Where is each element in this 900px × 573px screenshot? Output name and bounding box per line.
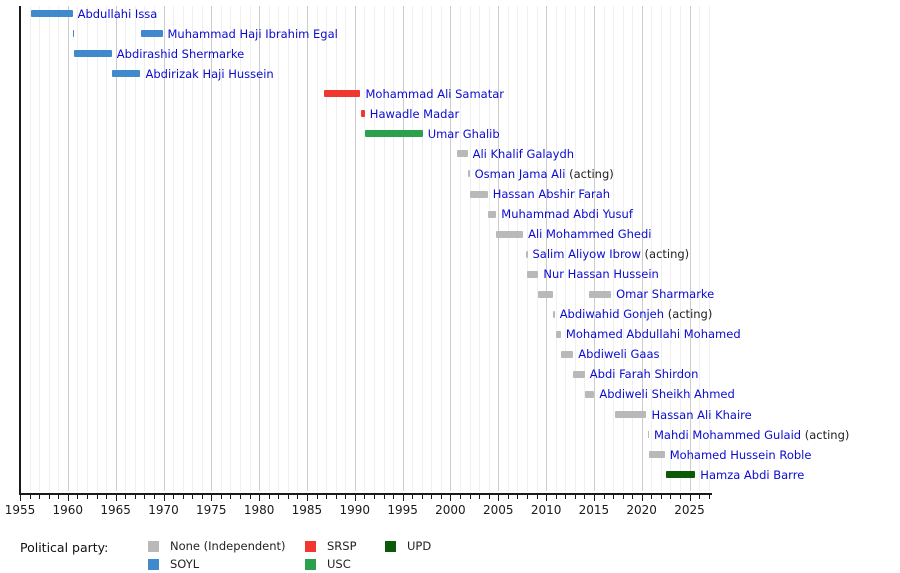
legend-label: USC [327, 557, 351, 571]
x-tick-label: 2015 [578, 503, 610, 517]
minor-tick [288, 495, 289, 499]
minor-tick [670, 495, 671, 499]
gridline [393, 6, 394, 491]
minor-tick [183, 495, 184, 499]
gridline [106, 6, 107, 491]
legend-swatch-none [148, 541, 159, 552]
pm-name-link[interactable]: Muhammad Abdi Yusuf [501, 207, 633, 221]
x-axis-line [19, 493, 712, 495]
pm-name-link[interactable]: Mohamed Hussein Roble [669, 447, 812, 462]
gridline [517, 6, 518, 491]
minor-tick [240, 495, 241, 499]
row-label [428, 127, 500, 141]
gridline [508, 6, 509, 491]
term-bar [527, 271, 539, 278]
pm-name-link[interactable]: Abdiweli Sheikh Ahmed [599, 387, 735, 402]
gridline [125, 6, 126, 491]
major-tick [546, 495, 547, 501]
pm-name-link[interactable]: Muhammad Haji Ibrahim Egal [167, 26, 338, 41]
gridline [288, 6, 289, 491]
term-bar [526, 251, 528, 258]
term-bar [31, 10, 73, 17]
x-tick-label: 2025 [674, 503, 705, 517]
minor-tick [30, 495, 31, 499]
major-tick [690, 495, 691, 501]
minor-tick [77, 495, 78, 499]
minor-tick [202, 495, 203, 499]
pm-name-link[interactable]: Abdullahi Issa [77, 6, 158, 21]
gridline [431, 6, 432, 491]
row-label [654, 428, 849, 442]
term-bar [556, 331, 561, 338]
major-tick [498, 495, 499, 501]
row-label [493, 187, 610, 201]
minor-tick [173, 495, 174, 499]
pm-name-link[interactable]: Abdi Farah Shirdon [589, 367, 699, 382]
major-tick [403, 495, 404, 501]
minor-tick [374, 495, 375, 499]
term-bar [538, 291, 552, 298]
minor-tick [489, 495, 490, 499]
minor-tick [326, 495, 327, 499]
pm-name-link[interactable]: Abdirashid Shermarke [116, 46, 245, 61]
minor-tick [135, 495, 136, 499]
term-bar [73, 30, 75, 37]
row-label [560, 307, 713, 321]
row-label [599, 387, 734, 401]
legend-label: SOYL [170, 557, 200, 571]
major-tick [355, 495, 356, 501]
major-tick [211, 495, 212, 501]
pm-name-link[interactable]: Hawadle Madar [369, 106, 460, 121]
minor-tick [49, 495, 50, 499]
x-tick-label: 1975 [196, 503, 227, 517]
gridline [326, 6, 327, 491]
major-tick [594, 495, 595, 501]
pm-name-link[interactable]: Omar Sharmarke [616, 287, 715, 302]
minor-tick [709, 495, 710, 499]
term-bar [649, 451, 664, 458]
pm-name-link[interactable]: Nur Hassan Hussein [543, 267, 659, 282]
gridline [87, 6, 88, 491]
row-label [543, 267, 658, 281]
major-tick [450, 495, 451, 501]
gridline [68, 6, 69, 491]
gridline [479, 6, 480, 491]
y-axis-line [19, 6, 21, 494]
acting-suffix: (acting) [801, 427, 850, 442]
gridline [49, 6, 50, 491]
minor-tick [537, 495, 538, 499]
minor-tick [604, 495, 605, 499]
minor-tick [575, 495, 576, 499]
term-bar [470, 191, 488, 198]
term-bar [112, 70, 141, 77]
minor-tick [508, 495, 509, 499]
term-bar [553, 311, 555, 318]
row-label [146, 67, 274, 81]
term-bar [365, 130, 423, 137]
minor-tick [39, 495, 40, 499]
minor-tick [144, 495, 145, 499]
row-label [475, 167, 614, 181]
gridline [135, 6, 136, 491]
minor-tick [441, 495, 442, 499]
minor-tick [651, 495, 652, 499]
gridline [307, 6, 308, 491]
minor-tick [431, 495, 432, 499]
gridline [412, 6, 413, 491]
term-bar [648, 431, 650, 438]
x-tick-label: 1980 [243, 503, 275, 517]
minor-tick [556, 495, 557, 499]
term-bar [141, 30, 163, 37]
major-tick [259, 495, 260, 501]
minor-tick [479, 495, 480, 499]
minor-tick [699, 495, 700, 499]
gridline [317, 6, 318, 491]
term-bar [457, 150, 468, 157]
term-bar [361, 110, 365, 117]
term-bar [496, 231, 523, 238]
legend-swatch-usc [305, 559, 316, 570]
row-label [578, 347, 659, 361]
legend-swatch-soyl [148, 559, 159, 570]
gridline [403, 6, 404, 491]
gridline [336, 6, 337, 491]
minor-tick [297, 495, 298, 499]
minor-tick [661, 495, 662, 499]
minor-tick [317, 495, 318, 499]
minor-tick [278, 495, 279, 499]
minor-tick [412, 495, 413, 499]
pm-name-link[interactable]: Hassan Abshir Farah [492, 187, 611, 201]
major-tick [164, 495, 165, 501]
pm-name-link[interactable]: Abdirizak Haji Hussein [145, 66, 274, 81]
gridline [297, 6, 298, 491]
pm-name-link[interactable]: Mohammad Ali Samatar [365, 86, 504, 101]
gridline [460, 6, 461, 491]
pm-name-link[interactable]: Umar Ghalib [427, 126, 500, 141]
gridline [278, 6, 279, 491]
gridline [450, 6, 451, 491]
minor-tick [97, 495, 98, 499]
major-tick [68, 495, 69, 501]
gridline [489, 6, 490, 491]
minor-tick [106, 495, 107, 499]
term-bar [573, 371, 585, 378]
term-bar [561, 351, 573, 358]
row-label [616, 287, 714, 301]
minor-tick [584, 495, 585, 499]
x-tick-label: 1965 [100, 503, 131, 517]
minor-tick [470, 495, 471, 499]
pm-name-link[interactable]: Ali Mohammed Ghedi [528, 227, 652, 242]
gridline [441, 6, 442, 491]
legend-title: Political party: [20, 540, 109, 555]
minor-tick [87, 495, 88, 499]
x-tick-label: 2010 [530, 503, 562, 517]
pm-name-link[interactable]: Ali Khalif Galaydh [472, 146, 575, 161]
minor-tick [230, 495, 231, 499]
minor-tick [125, 495, 126, 499]
pm-name-link[interactable]: Mahdi Mohammed Gulaid [654, 427, 802, 442]
row-label [117, 47, 244, 61]
legend-swatch-srsp [305, 541, 316, 552]
gridline [77, 6, 78, 491]
x-tick-label: 1990 [339, 503, 371, 517]
gridline [97, 6, 98, 491]
x-tick-label: 1970 [148, 503, 179, 517]
pm-name-link[interactable]: Abdiwahid Gonjeh [559, 307, 665, 322]
minor-tick [221, 495, 222, 499]
gridline [116, 6, 117, 491]
pm-name-link[interactable]: Mohamed Abdullahi Mohamed [565, 327, 741, 342]
x-tick-label: 1985 [291, 503, 323, 517]
row-label [652, 408, 752, 422]
major-tick [307, 495, 308, 501]
term-bar [74, 50, 112, 57]
acting-suffix: (acting) [565, 166, 614, 181]
gridline [345, 6, 346, 491]
pm-name-link[interactable]: Osman Jama Ali [474, 166, 566, 181]
pm-name-link[interactable]: Hamza Abdi Barre [700, 467, 805, 482]
minor-tick [336, 495, 337, 499]
gridline [422, 6, 423, 491]
x-tick-label: 2005 [483, 503, 514, 517]
row-label [533, 247, 690, 261]
minor-tick [364, 495, 365, 499]
x-tick-label: 1955 [4, 503, 36, 517]
minor-tick [422, 495, 423, 499]
x-tick-label: 1995 [387, 503, 418, 517]
minor-tick [517, 495, 518, 499]
row-label [168, 27, 338, 41]
minor-tick [680, 495, 681, 499]
gridline [384, 6, 385, 491]
row-label [78, 7, 158, 21]
acting-suffix: (acting) [664, 307, 713, 322]
gridline [364, 6, 365, 491]
minor-tick [565, 495, 566, 499]
row-label [501, 207, 633, 221]
minor-tick [58, 495, 59, 499]
row-label [370, 107, 459, 121]
term-bar [585, 391, 595, 398]
minor-tick [460, 495, 461, 499]
x-tick-label: 1960 [52, 503, 84, 517]
gridline [470, 6, 471, 491]
term-bar [324, 90, 360, 97]
acting-suffix: (acting) [640, 247, 690, 262]
minor-tick [393, 495, 394, 499]
gridline [374, 6, 375, 491]
term-bar [666, 471, 696, 478]
pm-name-link[interactable]: Hassan Ali Khaire [651, 407, 752, 422]
minor-tick [613, 495, 614, 499]
minor-tick [623, 495, 624, 499]
x-tick-label: 2000 [435, 503, 466, 517]
x-tick-label: 2020 [626, 503, 657, 517]
major-tick [20, 495, 21, 501]
minor-tick [250, 495, 251, 499]
minor-tick [632, 495, 633, 499]
minor-tick [269, 495, 270, 499]
legend-label: SRSP [327, 539, 357, 553]
gridline [355, 6, 356, 491]
minor-tick [384, 495, 385, 499]
row-label [700, 468, 804, 482]
row-label [528, 227, 651, 241]
legend-label: None (Independent) [170, 539, 286, 553]
legend-swatch-upd [385, 541, 396, 552]
term-bar [589, 291, 611, 298]
major-tick [116, 495, 117, 501]
row-label [670, 448, 812, 462]
pm-name-link[interactable]: Salim Aliyow Ibrow [532, 247, 641, 262]
minor-tick [192, 495, 193, 499]
legend-label: UPD [407, 539, 432, 553]
gridline [498, 6, 499, 491]
term-bar [488, 211, 496, 218]
minor-tick [527, 495, 528, 499]
row-label [566, 327, 741, 341]
minor-tick [345, 495, 346, 499]
gridline [30, 6, 31, 491]
gridline [39, 6, 40, 491]
gridline [58, 6, 59, 491]
gridline [527, 6, 528, 491]
major-tick [642, 495, 643, 501]
row-label [590, 367, 699, 381]
term-bar [468, 170, 470, 177]
row-label [473, 147, 574, 161]
term-bar [615, 411, 647, 418]
minor-tick [154, 495, 155, 499]
pm-name-link[interactable]: Abdiweli Gaas [578, 347, 660, 362]
row-label [366, 87, 505, 101]
